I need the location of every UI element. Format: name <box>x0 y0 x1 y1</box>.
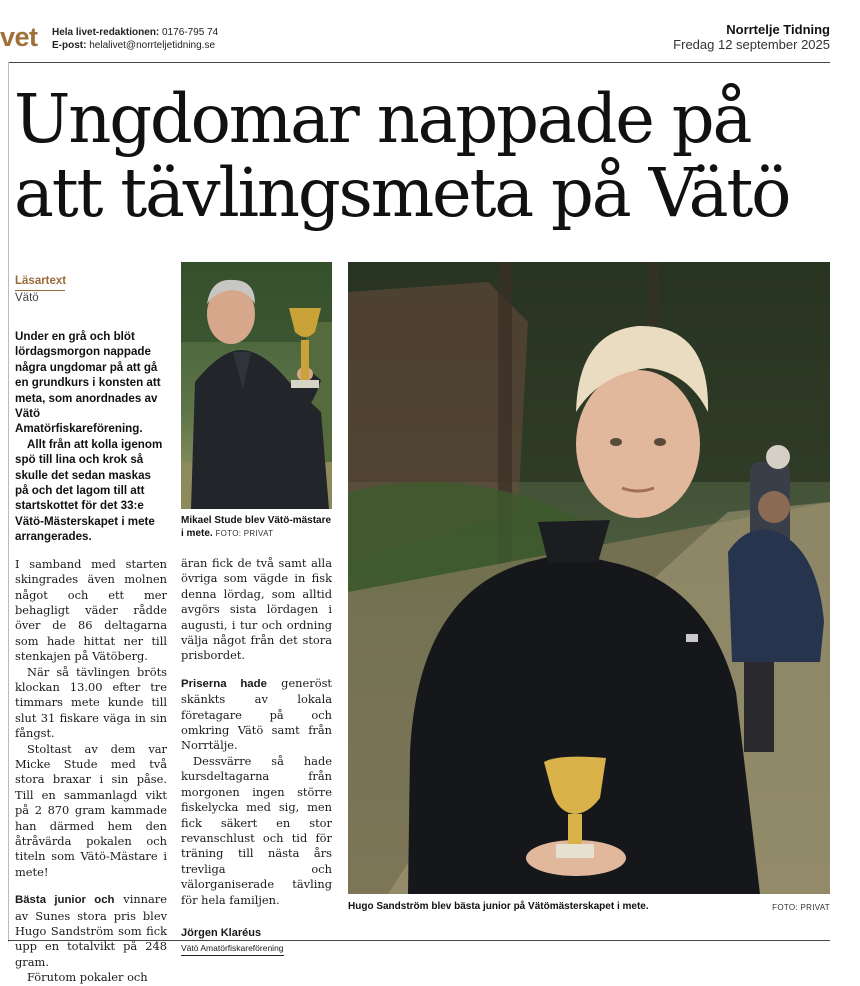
section-name: vet <box>0 22 38 52</box>
contact-email[interactable]: helalivet@norrteljetidning.se <box>89 40 216 51</box>
large-photo-caption <box>348 900 708 913</box>
masthead <box>673 22 830 53</box>
caption-text: Hugo Sandström blev bästa junior på Vätömästerskapet i mete. <box>348 901 649 912</box>
contact-info <box>52 26 218 52</box>
contact-label: Hela livet-redaktionen: <box>52 27 160 38</box>
dateline-place: Vätö <box>15 292 39 304</box>
photo-hugo-sandstrom <box>348 262 830 894</box>
photo-mikael-stude <box>181 262 332 509</box>
body-text: vinnare av Sunes stora pris blev Hugo Sandström som fick upp en totalvikt på 248 gram. <box>15 892 167 969</box>
paper-name: Norrtelje Tidning <box>726 22 830 37</box>
caption-text: Mikael Stude blev Vätö-mästare i mete. <box>181 515 332 539</box>
author-name: Jörgen Klaréus <box>181 926 262 939</box>
body-text: generöst skänkts av lokala företagare på och omkring Vätö samt från Norrtälje. <box>181 675 332 753</box>
header-divider <box>8 62 830 63</box>
body-paragraph: Dessvärre så hade kursdeltagarna från morgonen ingen större fiskelycka med sig, men fick säkert en stor revanschlust och tid för träning till nästa års trevliga och välorganiserade tävling för hela familjen. <box>181 753 332 907</box>
ingress-paragraph: Allt från att kolla igenom spö till lina och krok så skulle det sedan maskas på och det lagom till att startskottet för det 33:e Vätö-Mästerskapet i mete arrangerades. <box>15 437 163 544</box>
body-paragraph: Förutom pokaler och <box>27 970 148 985</box>
photo-image <box>348 262 830 894</box>
lead-in: Priserna hade <box>181 677 267 690</box>
issue-date: Fredag 12 september 2025 <box>673 37 830 52</box>
photo-credit: FOTO: PRIVAT <box>772 903 830 912</box>
body-paragraph <box>15 892 167 970</box>
photo-image <box>181 262 332 509</box>
body-paragraph: I samband med starten skingrades även molnen något och ett mer behagligt väder rådde över de 86 deltagarna som hade hittat ner till stenkajen på Vätöberg. <box>15 556 167 664</box>
contact-phone[interactable]: 0176-795 74 <box>162 27 219 38</box>
lead-in: Bästa junior och <box>15 894 115 907</box>
email-label: E-post: <box>52 40 87 51</box>
article-column-1 <box>15 274 167 986</box>
headline-line-2: att tävlingsmeta på Vätö <box>14 154 790 232</box>
article-column-2 <box>181 556 332 960</box>
body-paragraph: När så tävlingen bröts klockan 13.00 efter tre timmars mete kunde till slut 31 fiskare väga in sin fångst. <box>15 664 167 741</box>
footer-divider <box>8 940 830 941</box>
body-paragraph: äran fick de två samt alla övriga som vägde in fisk denna lördag, som alltid avgörs sista lördagen i augusti, i tur och ordning välja något från det stora prisbordet. <box>181 556 332 663</box>
ingress <box>15 329 167 545</box>
headline <box>14 82 844 230</box>
body-paragraph <box>181 676 332 754</box>
small-photo-caption <box>181 514 332 540</box>
kicker: Läsartext <box>15 275 67 287</box>
ingress-paragraph: Under en grå och blöt lördagsmorgon nappade några ungdomar på att gå en grundkurs i konsten att meta, som anordnades av Vätö Amatörfiskareförening. <box>15 330 161 436</box>
photo-credit: FOTO: PRIVAT <box>215 529 274 538</box>
author-organization: Vätö Amatörfiskareförening <box>181 943 284 956</box>
page-margin-line <box>8 62 9 942</box>
headline-line-1: Ungdomar nappade på <box>14 80 751 158</box>
body-paragraph: Stoltast av dem var Micke Stude med två stora braxar i sin påse. Till en sammanlagd vikt på 2 870 gram kammade han därmed hem den åtråvärda pokalen och titeln som Vätö-Mästare i mete! <box>15 741 167 879</box>
